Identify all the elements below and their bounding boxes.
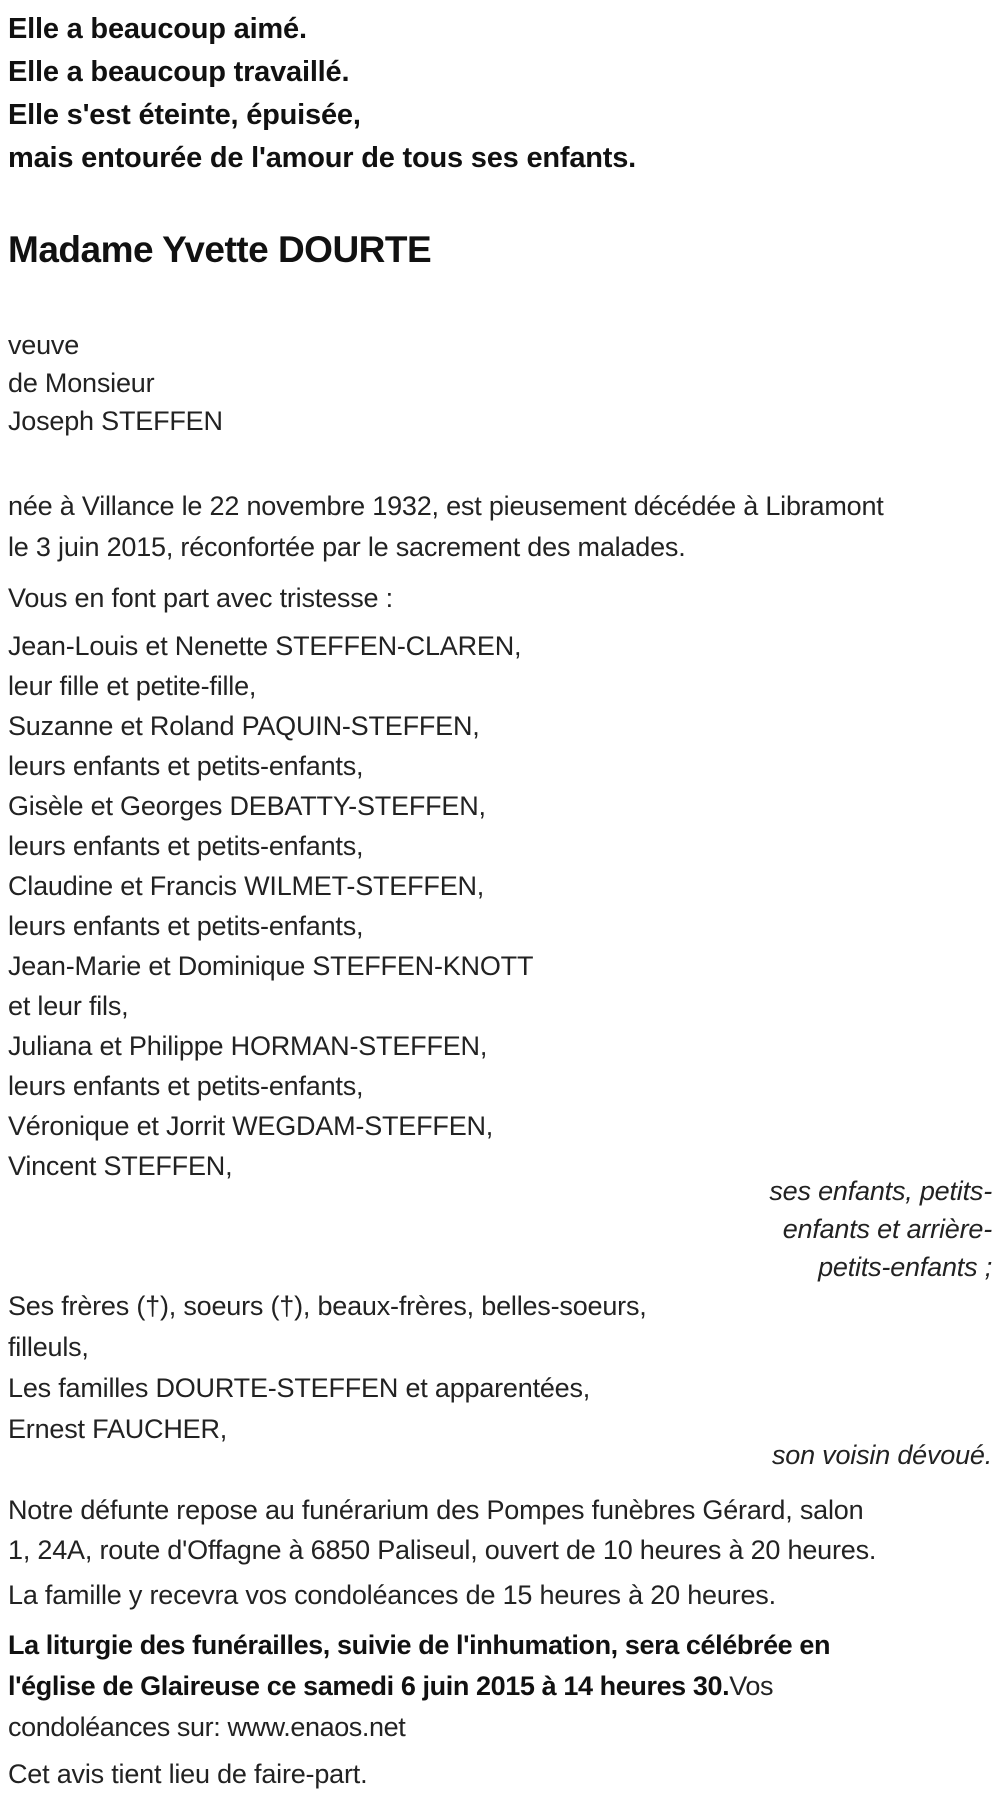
family-member-line: leurs enfants et petits-enfants, xyxy=(8,911,364,941)
widow-line: de Monsieur xyxy=(8,368,155,398)
life-dates-line: le 3 juin 2015, réconfortée par le sacrement des malades. xyxy=(8,532,686,562)
family-member-line: leurs enfants et petits-enfants, xyxy=(8,1071,364,1101)
family-member-line: Juliana et Philippe HORMAN-STEFFEN, xyxy=(8,1031,488,1061)
liturgy-line-mixed xyxy=(8,1666,992,1707)
family-member-line: Suzanne et Roland PAQUIN-STEFFEN, xyxy=(8,711,480,741)
relatives-line: Ses frères (†), soeurs (†), beaux-frères, belles-soeurs, xyxy=(8,1291,647,1321)
family-member-line: Jean-Marie et Dominique STEFFEN-KNOTT xyxy=(8,951,534,981)
relatives-line: Ernest FAUCHER, xyxy=(8,1414,228,1444)
liturgy-line-url: condoléances sur: www.enaos.net xyxy=(8,1712,406,1742)
family-member-line: et leur fils, xyxy=(8,991,129,1021)
liturgy-announcement xyxy=(8,1625,992,1748)
epitaph-line: mais entourée de l'amour de tous ses enfants. xyxy=(8,142,637,174)
liturgy-bold-text: l'église de Glaireuse ce samedi 6 juin 2015 à 14 heures 30. xyxy=(8,1671,730,1701)
life-dates xyxy=(8,486,992,568)
family-relation-note xyxy=(8,1172,992,1286)
other-relatives xyxy=(8,1286,992,1450)
widow-line: veuve xyxy=(8,330,80,360)
family-member-line: leurs enfants et petits-enfants, xyxy=(8,831,364,861)
family-member-line: Jean-Louis et Nenette STEFFEN-CLAREN, xyxy=(8,631,522,661)
relatives-line: Les familles DOURTE-STEFFEN et apparentées, xyxy=(8,1373,591,1403)
widow-of xyxy=(8,326,992,440)
epitaph-line: Elle s'est éteinte, épuisée, xyxy=(8,99,361,131)
family-member-line: Gisèle et Georges DEBATTY-STEFFEN, xyxy=(8,791,486,821)
family-member-line: leur fille et petite-fille, xyxy=(8,671,257,701)
family-list xyxy=(8,626,992,1186)
family-member-line: leurs enfants et petits-enfants, xyxy=(8,751,364,781)
epitaph-line: Elle a beaucoup aimé. xyxy=(8,13,307,45)
epitaph-line: Elle a beaucoup travaillé. xyxy=(8,56,350,88)
family-member-line: Claudine et Francis WILMET-STEFFEN, xyxy=(8,871,485,901)
announcement: Vous en font part avec tristesse : xyxy=(8,583,393,613)
liturgy-line-bold: La liturgie des funérailles, suivie de l'inhumation, sera célébrée en xyxy=(8,1630,831,1660)
relation-note-line: enfants et arrière- xyxy=(782,1214,992,1244)
family-member-line: Véronique et Jorrit WEGDAM-STEFFEN, xyxy=(8,1111,494,1141)
widow-line: Joseph STEFFEN xyxy=(8,406,223,436)
death-notice xyxy=(8,8,992,1794)
relation-note-line: petits-enfants ; xyxy=(818,1252,992,1282)
life-dates-line: née à Villance le 22 novembre 1932, est pieusement décédée à Libramont xyxy=(8,491,884,521)
family-member-line: Vincent STEFFEN, xyxy=(8,1151,233,1181)
funeral-home-line: Notre défunte repose au funérarium des Pompes funèbres Gérard, salon xyxy=(8,1495,864,1525)
funeral-home-info xyxy=(8,1490,992,1570)
neighbor-note: son voisin dévoué. xyxy=(771,1440,992,1470)
relatives-line: filleuls, xyxy=(8,1332,89,1362)
relation-note-line: ses enfants, petits- xyxy=(769,1176,992,1206)
closing-note: Cet avis tient lieu de faire-part. xyxy=(8,1759,368,1789)
funeral-home-line: 1, 24A, route d'Offagne à 6850 Paliseul, ouvert de 10 heures à 20 heures. xyxy=(8,1535,877,1565)
liturgy-regular-text: Vos xyxy=(729,1671,774,1701)
deceased-name: Madame Yvette DOURTE xyxy=(8,229,432,270)
epitaph xyxy=(8,8,992,180)
condolence-hours: La famille y recevra vos condoléances de 15 heures à 20 heures. xyxy=(8,1580,776,1610)
